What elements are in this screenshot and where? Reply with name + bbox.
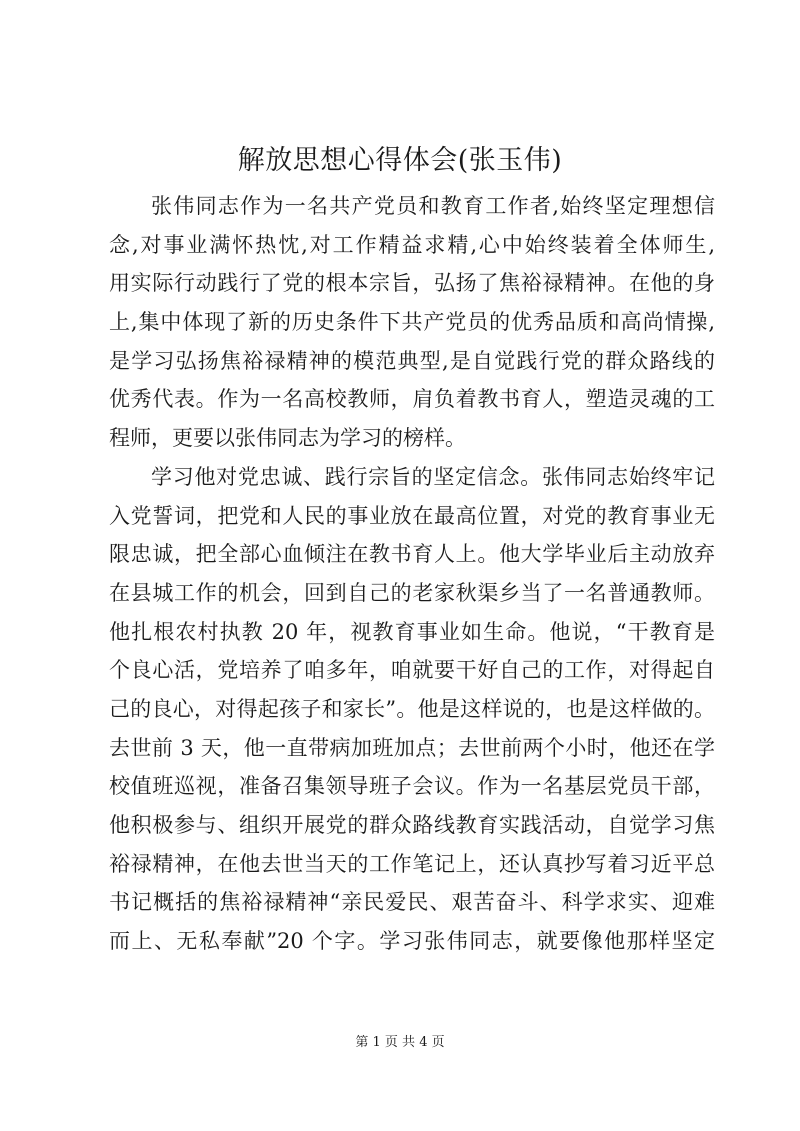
text-line: 去世前 3 天，他一直带病加班加点；去世前两个小时，他还在学 bbox=[109, 735, 715, 760]
paragraph bbox=[109, 458, 715, 961]
text-line: 书记概括的焦裕禄精神“亲民爱民、艰苦奋斗、科学求实、迎难 bbox=[109, 890, 715, 915]
text-line: 优秀代表。作为一名高校教师，肩负着教书育人，塑造灵魂的工 bbox=[109, 387, 715, 412]
text-line: 入党誓词，把党和人民的事业放在最高位置，对党的教育事业无 bbox=[109, 503, 715, 528]
text-line: 校值班巡视，准备召集领导班子会议。作为一名基层党员干部， bbox=[109, 774, 715, 799]
text-line: 念,对事业满怀热忱,对工作精益求精,心中始终装着全体师生, bbox=[109, 232, 715, 257]
text-line: 在县城工作的机会，回到自己的老家秋渠乡当了一名普通教师。 bbox=[109, 580, 715, 605]
text-line: 上,集中体现了新的历史条件下共产党员的优秀品质和高尚情操, bbox=[109, 310, 715, 335]
document-title: 解放思想心得体会(张玉伟) bbox=[237, 145, 563, 176]
text-line: 裕禄精神，在他去世当天的工作笔记上，还认真抄写着习近平总 bbox=[109, 851, 715, 876]
text-line: 程师，更要以张伟同志为学习的榜样。 bbox=[109, 426, 466, 451]
text-line: 是学习弘扬焦裕禄精神的模范典型,是自觉践行党的群众路线的 bbox=[109, 348, 715, 373]
text-line: 用实际行动践行了党的根本宗旨，弘扬了焦裕禄精神。在他的身 bbox=[109, 271, 715, 296]
document-body bbox=[109, 187, 715, 961]
text-line: 张伟同志作为一名共产党员和教育工作者,始终坚定理想信 bbox=[151, 194, 715, 218]
text-line: 而上、无私奉献”20 个字。学习张伟同志，就要像他那样坚定 bbox=[109, 929, 715, 954]
text-line: 他扎根农村执教 20 年，视教育事业如生命。他说，“干教育是 bbox=[109, 619, 715, 644]
text-line: 己的良心，对得起孩子和家长”。他是这样说的，也是这样做的。 bbox=[109, 696, 715, 721]
text-line: 个良心活，党培养了咱多年，咱就要干好自己的工作，对得起自 bbox=[109, 658, 715, 683]
text-line: 学习他对党忠诚、践行宗旨的坚定信念。张伟同志始终牢记 bbox=[151, 464, 715, 489]
paragraph bbox=[109, 187, 715, 458]
text-line: 他积极参与、组织开展党的群众路线教育实践活动，自觉学习焦 bbox=[109, 813, 715, 837]
page-number-footer: 第 1 页 共 4 页 bbox=[355, 1035, 445, 1050]
text-line: 限忠诚，把全部心血倾注在教书育人上。他大学毕业后主动放弃 bbox=[109, 542, 715, 567]
